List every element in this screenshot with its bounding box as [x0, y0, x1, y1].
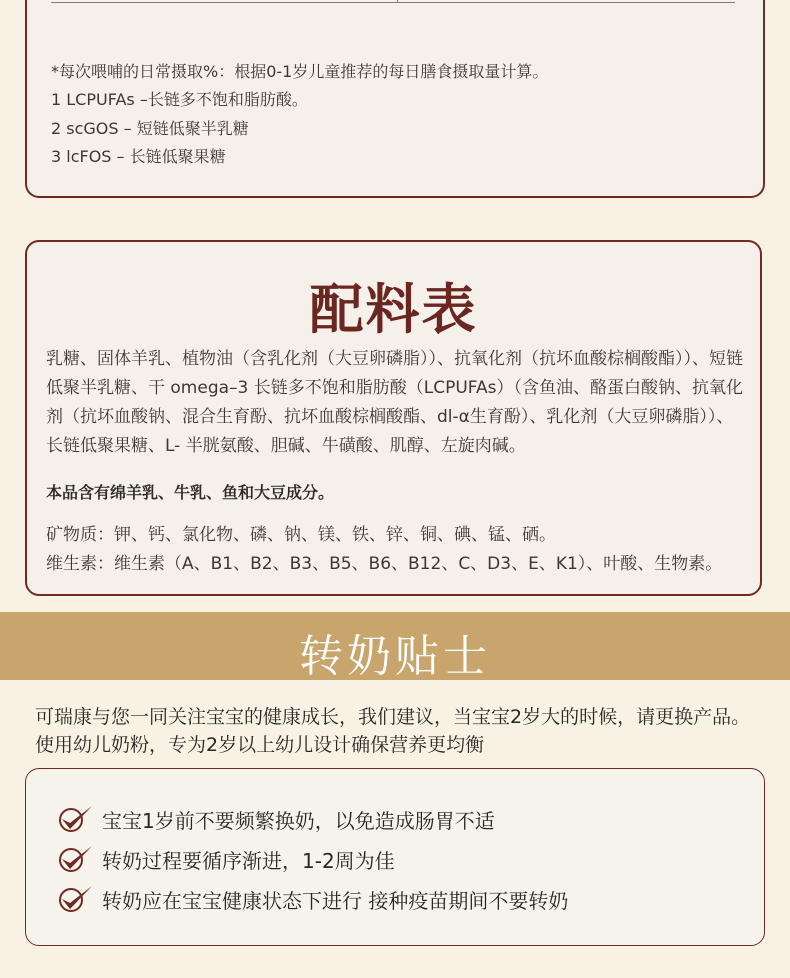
- checkmark-icon: [56, 883, 96, 915]
- tip-item: [56, 882, 568, 916]
- ingredients-body: 乳糖、固体羊乳、植物油（含乳化剂（大豆卵磷脂））、抗氧化剂（抗坏血酸棕榈酸酯））、短链低聚半乳糖、干 omega–3 长链多不饱和脂肪酸（LCPUFAs）（含鱼油、酪蛋白酸钠、抗氧化剂（抗坏血酸钠、混合生育酚、抗坏血酸棕榈酸酯、dl-α生育酚）、乳化剂（大豆卵磷脂））、长链低聚果糖、L- 半胱氨酸、胆碱、牛磺酸、肌醇、左旋肉碱。: [46, 349, 743, 456]
- note-item-lcfos: 3 lcFOS – 长链低聚果糖: [51, 147, 226, 166]
- tip-text: 转奶应在宝宝健康状态下进行 接种疫苗期间不要转奶: [102, 888, 569, 913]
- note-item-scgos: 2 scGOS – 短链低聚半乳糖: [51, 119, 249, 138]
- tips-panel: [25, 768, 765, 946]
- tip-text: 转奶过程要循序渐进，1-2周为佳: [102, 848, 395, 873]
- nutrition-footnote: *每次喂哺的日常摄取%：根据0-1岁儿童推荐的每日膳食摄取量计算。: [51, 62, 549, 81]
- section-banner: [0, 612, 790, 680]
- table-divider-horizontal: [51, 2, 735, 3]
- checkmark-icon: [56, 803, 96, 835]
- nutrition-notes-panel: [25, 0, 765, 198]
- note-item-lcpufas: 1 LCPUFAs –长链多不饱和脂肪酸。: [51, 90, 308, 109]
- minerals-line: 矿物质：钾、钙、氯化物、磷、钠、镁、铁、锌、铜、碘、锰、硒。: [46, 525, 556, 545]
- ingredients-panel: [25, 240, 762, 596]
- tip-item: [56, 842, 395, 876]
- ingredients-title: 配料表: [309, 278, 478, 341]
- checkmark-icon: [56, 843, 96, 875]
- tip-text: 宝宝1岁前不要频繁换奶，以免造成肠胃不适: [102, 808, 495, 833]
- tip-item: [56, 802, 495, 836]
- banner-title: 转奶贴士: [299, 631, 491, 682]
- allergen-statement: 本品含有绵羊乳、牛乳、鱼和大豆成分。: [46, 483, 335, 502]
- vitamins-line: 维生素：维生素（A、B1、B2、B3、B5、B6、B12、C、D3、E、K1）、叶酸、生物素。: [46, 554, 723, 574]
- advice-text: 可瑞康与您一同关注宝宝的健康成长，我们建议，当宝宝2岁大的时候，请更换产品。使用幼儿奶粉，专为2岁以上幼儿设计确保营养更均衡: [35, 706, 751, 756]
